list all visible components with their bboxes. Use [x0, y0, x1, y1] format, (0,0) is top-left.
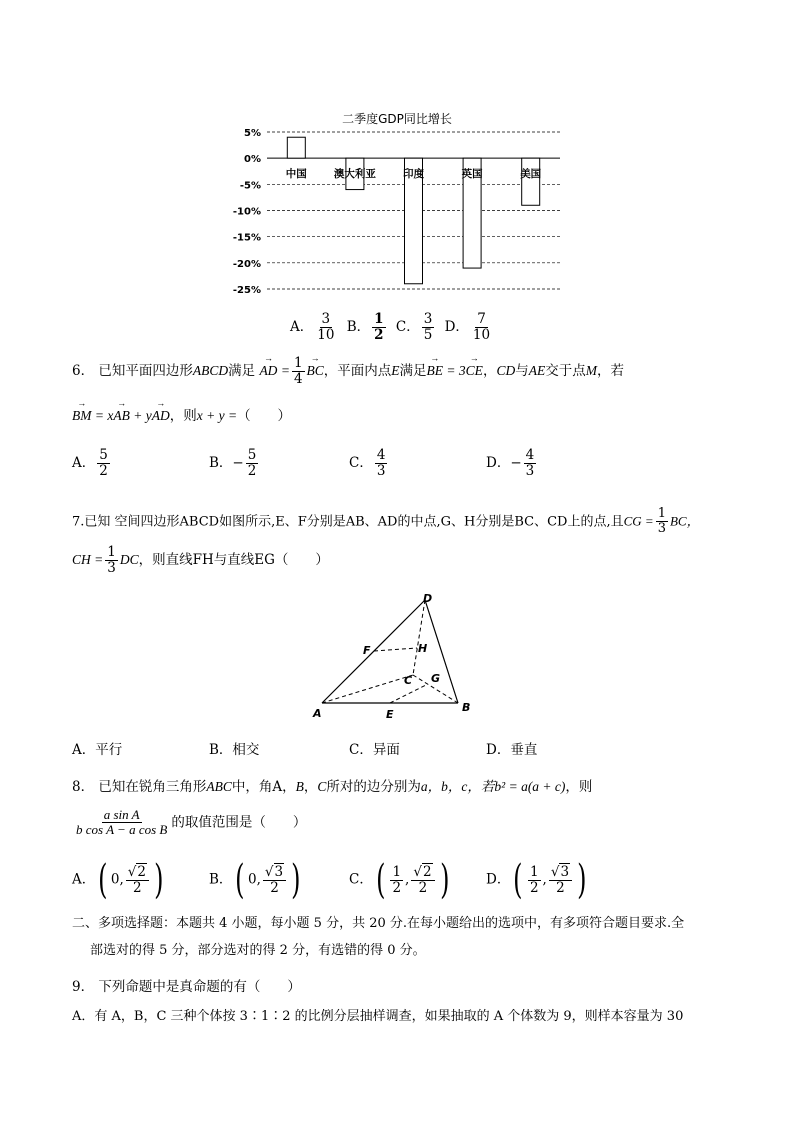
- category-label: 英国: [461, 168, 483, 181]
- q5-opt-b-label: B．: [346, 318, 371, 335]
- q5-options: [290, 312, 494, 343]
- label-c: C: [404, 674, 413, 687]
- y-tick-label: -5%: [239, 180, 261, 192]
- label-d: D: [423, 592, 433, 605]
- q5-opt-c-label: C．: [395, 318, 420, 335]
- label-e: E: [386, 708, 394, 721]
- category-label: 中国: [285, 168, 307, 181]
- chart-title: 二季度GDP同比增长: [342, 112, 452, 126]
- label-g: G: [431, 672, 441, 685]
- section2-line2: 部选对的得 5 分，部分选对的得 2 分，有选错的得 0 分。: [90, 943, 426, 958]
- category-label: 澳大利亚: [333, 168, 376, 181]
- y-tick-label: -10%: [232, 206, 261, 218]
- q8-line2: $\frac{\text{a sin A}}{\text{b cos A − a cos B}}$ 的取值范围是（ ）: [76, 807, 307, 838]
- bar-4: [522, 158, 540, 205]
- category-label: 美国: [520, 168, 542, 181]
- q5-opt-c-frac: $\frac{3}{5}$: [423, 311, 433, 343]
- q5-opt-d-frac: $\frac{7}{10}$: [472, 311, 491, 343]
- q9-stem: 9． 下列命题中是真命题的有（ ）: [72, 979, 301, 995]
- section2-line1: 二、多项选择题：本题共 4 小题，每小题 5 分，共 20 分.在每小题给出的选项中，有多项符合题目要求.全: [72, 916, 685, 931]
- q8-line1: 8． 已知在锐角三角形ABC中，角A，B，C所对的边分别为a，b，c，若b² = a(a + c)，则: [72, 779, 593, 795]
- y-tick-label: -15%: [232, 232, 261, 244]
- tetrahedron-figure: [310, 590, 480, 725]
- gdp-bar-chart: [225, 108, 570, 303]
- bar-0: [287, 137, 305, 158]
- y-tick-label: 0%: [244, 154, 261, 166]
- q5-opt-a-label: A．: [290, 318, 314, 335]
- label-f: F: [363, 644, 371, 657]
- y-tick-label: 5%: [244, 128, 261, 139]
- q5-opt-b-frac: $\frac{1}{2}$: [374, 311, 384, 343]
- q5-opt-a-frac: $\frac{3}{10}$: [317, 311, 335, 343]
- q7-line2: CH = $\frac{1}{3}$ DC，则直线FH与直线EG（ ）: [72, 544, 329, 576]
- q6-line2: → BM = x→ AB + y→ AD，则x + y =（ ）: [72, 404, 291, 424]
- y-tick-label: -25%: [232, 285, 261, 296]
- y-tick-label: -20%: [232, 258, 261, 270]
- category-label: 印度: [403, 168, 424, 181]
- label-b: B: [462, 701, 471, 714]
- q5-opt-d-label: D．: [444, 318, 469, 335]
- label-h: H: [418, 642, 428, 655]
- q9-option-a: A．有 A，B，C 三种个体按 3∶1∶2 的比例分层抽样调查，如果抽取的 A 个体数为 9，则样本容量为 30: [72, 1009, 684, 1024]
- q6-line1: 6． 已知平面四边形ABCD满足 → AD = $\frac{1}{4}$ → BC，平面内点E满足→ BE = 3→ CE，CD与AE交于点M，若: [72, 356, 624, 387]
- label-a: A: [313, 707, 322, 720]
- q7-line1: 7.已知 空间四边形ABCD如图所示,E、F分别是AB、AD的中点,G、H分别是BC、CD上的点,且CG = $\frac{1}{3}$ BC，: [72, 506, 700, 537]
